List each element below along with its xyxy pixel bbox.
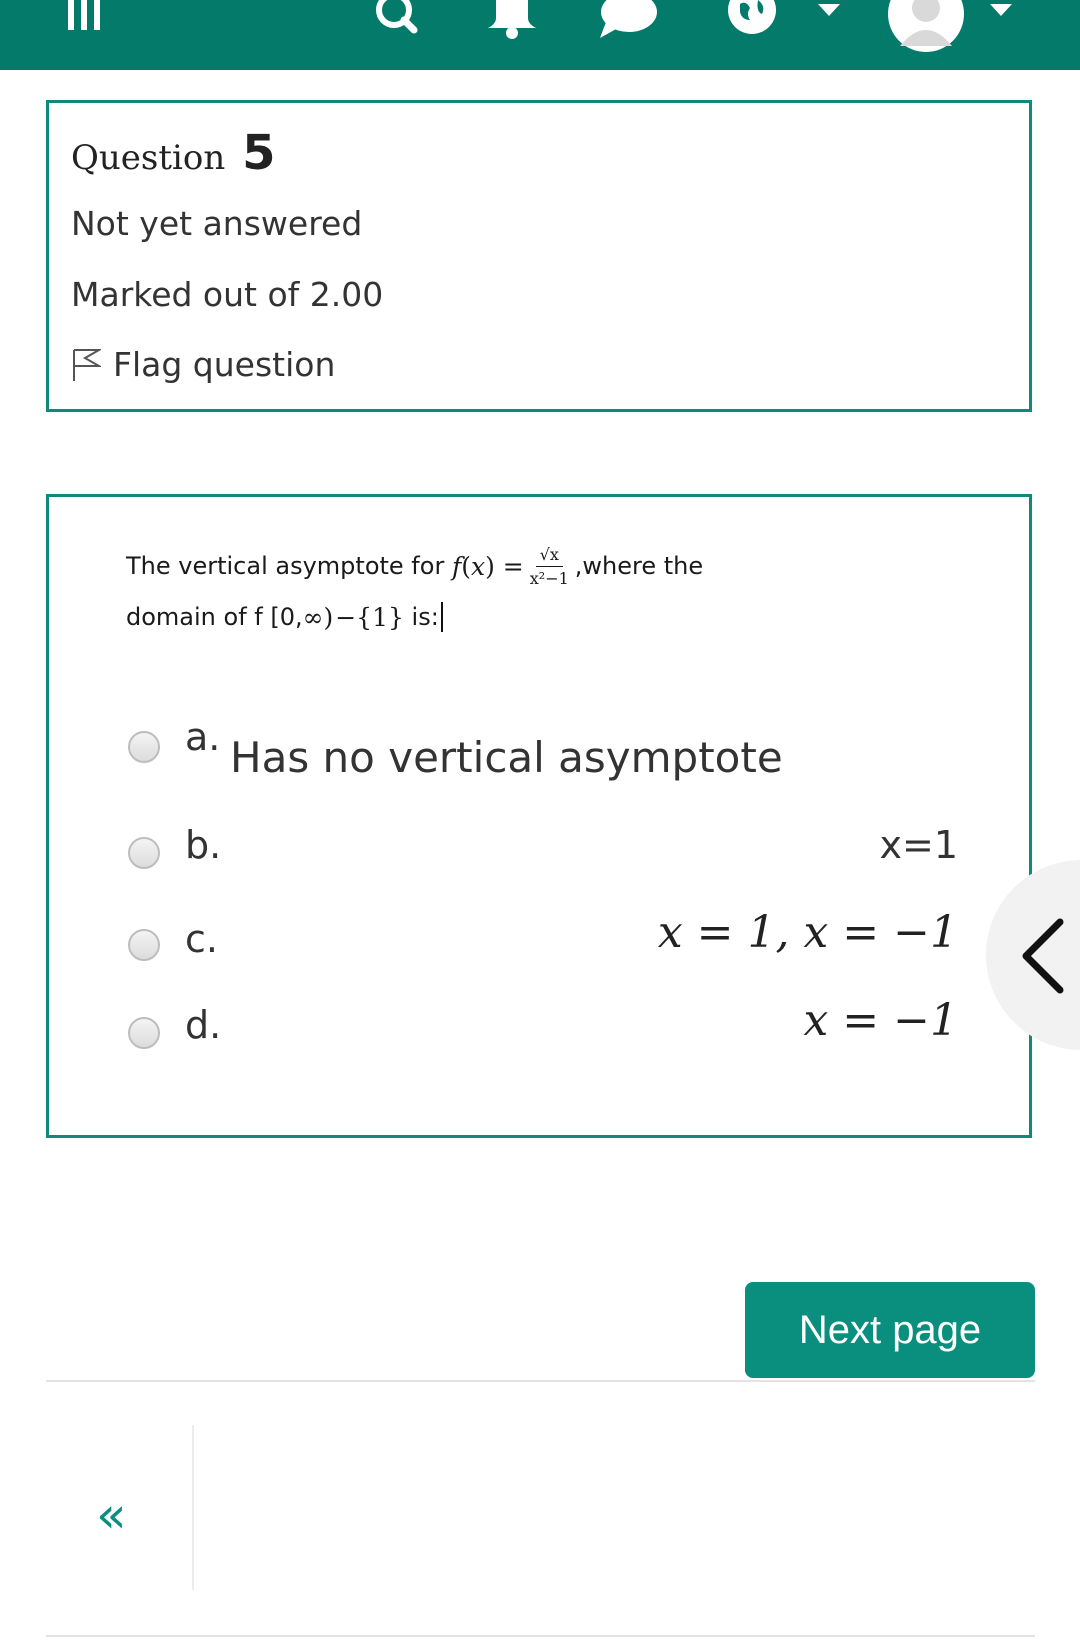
- question-domain-prefix: domain of f [0,: [126, 603, 303, 631]
- option-c-radio[interactable]: [128, 929, 160, 961]
- option-b-text: x=1: [879, 823, 958, 867]
- question-grade: Marked out of 2.00: [71, 275, 384, 314]
- globe-icon[interactable]: [724, 0, 780, 40]
- question-intro: The vertical asymptote for: [126, 552, 445, 580]
- divider: [46, 1635, 1035, 1637]
- option-a-radio[interactable]: [128, 731, 160, 763]
- question-title-word: Question: [71, 138, 226, 178]
- previous-activity-link[interactable]: «: [96, 1486, 127, 1544]
- option-d-radio[interactable]: [128, 1017, 160, 1049]
- question-panel: [46, 494, 1032, 1138]
- flag-question-link[interactable]: [71, 345, 335, 384]
- bell-icon[interactable]: [484, 0, 540, 42]
- option-c-letter: c.: [185, 917, 218, 961]
- option-d-letter: d.: [185, 1003, 222, 1047]
- fraction-numerator: √x: [536, 545, 563, 567]
- option-a-text: Has no vertical asymptote: [230, 733, 783, 782]
- search-icon[interactable]: [372, 0, 424, 40]
- question-minus-set: −{1}: [335, 602, 404, 632]
- question-title: [71, 125, 275, 181]
- question-where: ,where the: [574, 552, 704, 580]
- option-c[interactable]: [128, 907, 1028, 995]
- option-a-letter: a.: [185, 715, 221, 759]
- chevron-down-icon[interactable]: [816, 2, 842, 18]
- question-infinity: ∞): [302, 602, 334, 632]
- question-text-line-1: [126, 541, 703, 591]
- chevron-down-icon[interactable]: [988, 2, 1014, 18]
- menu-icon[interactable]: [66, 0, 106, 32]
- flag-icon: [71, 348, 101, 382]
- question-text-line-2: [126, 597, 443, 637]
- question-state: Not yet answered: [71, 204, 363, 243]
- option-d[interactable]: [128, 995, 1028, 1083]
- flag-question-label: Flag question: [113, 345, 336, 384]
- divider: [46, 1380, 1035, 1382]
- next-page-button[interactable]: Next page: [745, 1282, 1035, 1378]
- chat-icon[interactable]: [596, 0, 658, 42]
- question-number: 5: [242, 125, 276, 181]
- chevron-left-icon: [1016, 916, 1066, 996]
- avatar[interactable]: [888, 0, 964, 54]
- option-b[interactable]: [128, 823, 1028, 903]
- question-is: is:: [411, 603, 439, 631]
- option-b-radio[interactable]: [128, 837, 160, 869]
- question-function: f(x) =: [451, 551, 524, 581]
- top-navbar: [0, 0, 1080, 70]
- question-fraction: [530, 545, 569, 588]
- text-cursor: [441, 602, 443, 632]
- fraction-denominator: x²−1: [529, 568, 569, 588]
- divider: [192, 1425, 194, 1590]
- option-b-letter: b.: [185, 823, 222, 867]
- option-a[interactable]: [128, 715, 1028, 797]
- question-info-panel: [46, 100, 1032, 412]
- option-c-text: x = 1, x = −1: [657, 907, 958, 958]
- option-d-text: x = −1: [803, 995, 958, 1046]
